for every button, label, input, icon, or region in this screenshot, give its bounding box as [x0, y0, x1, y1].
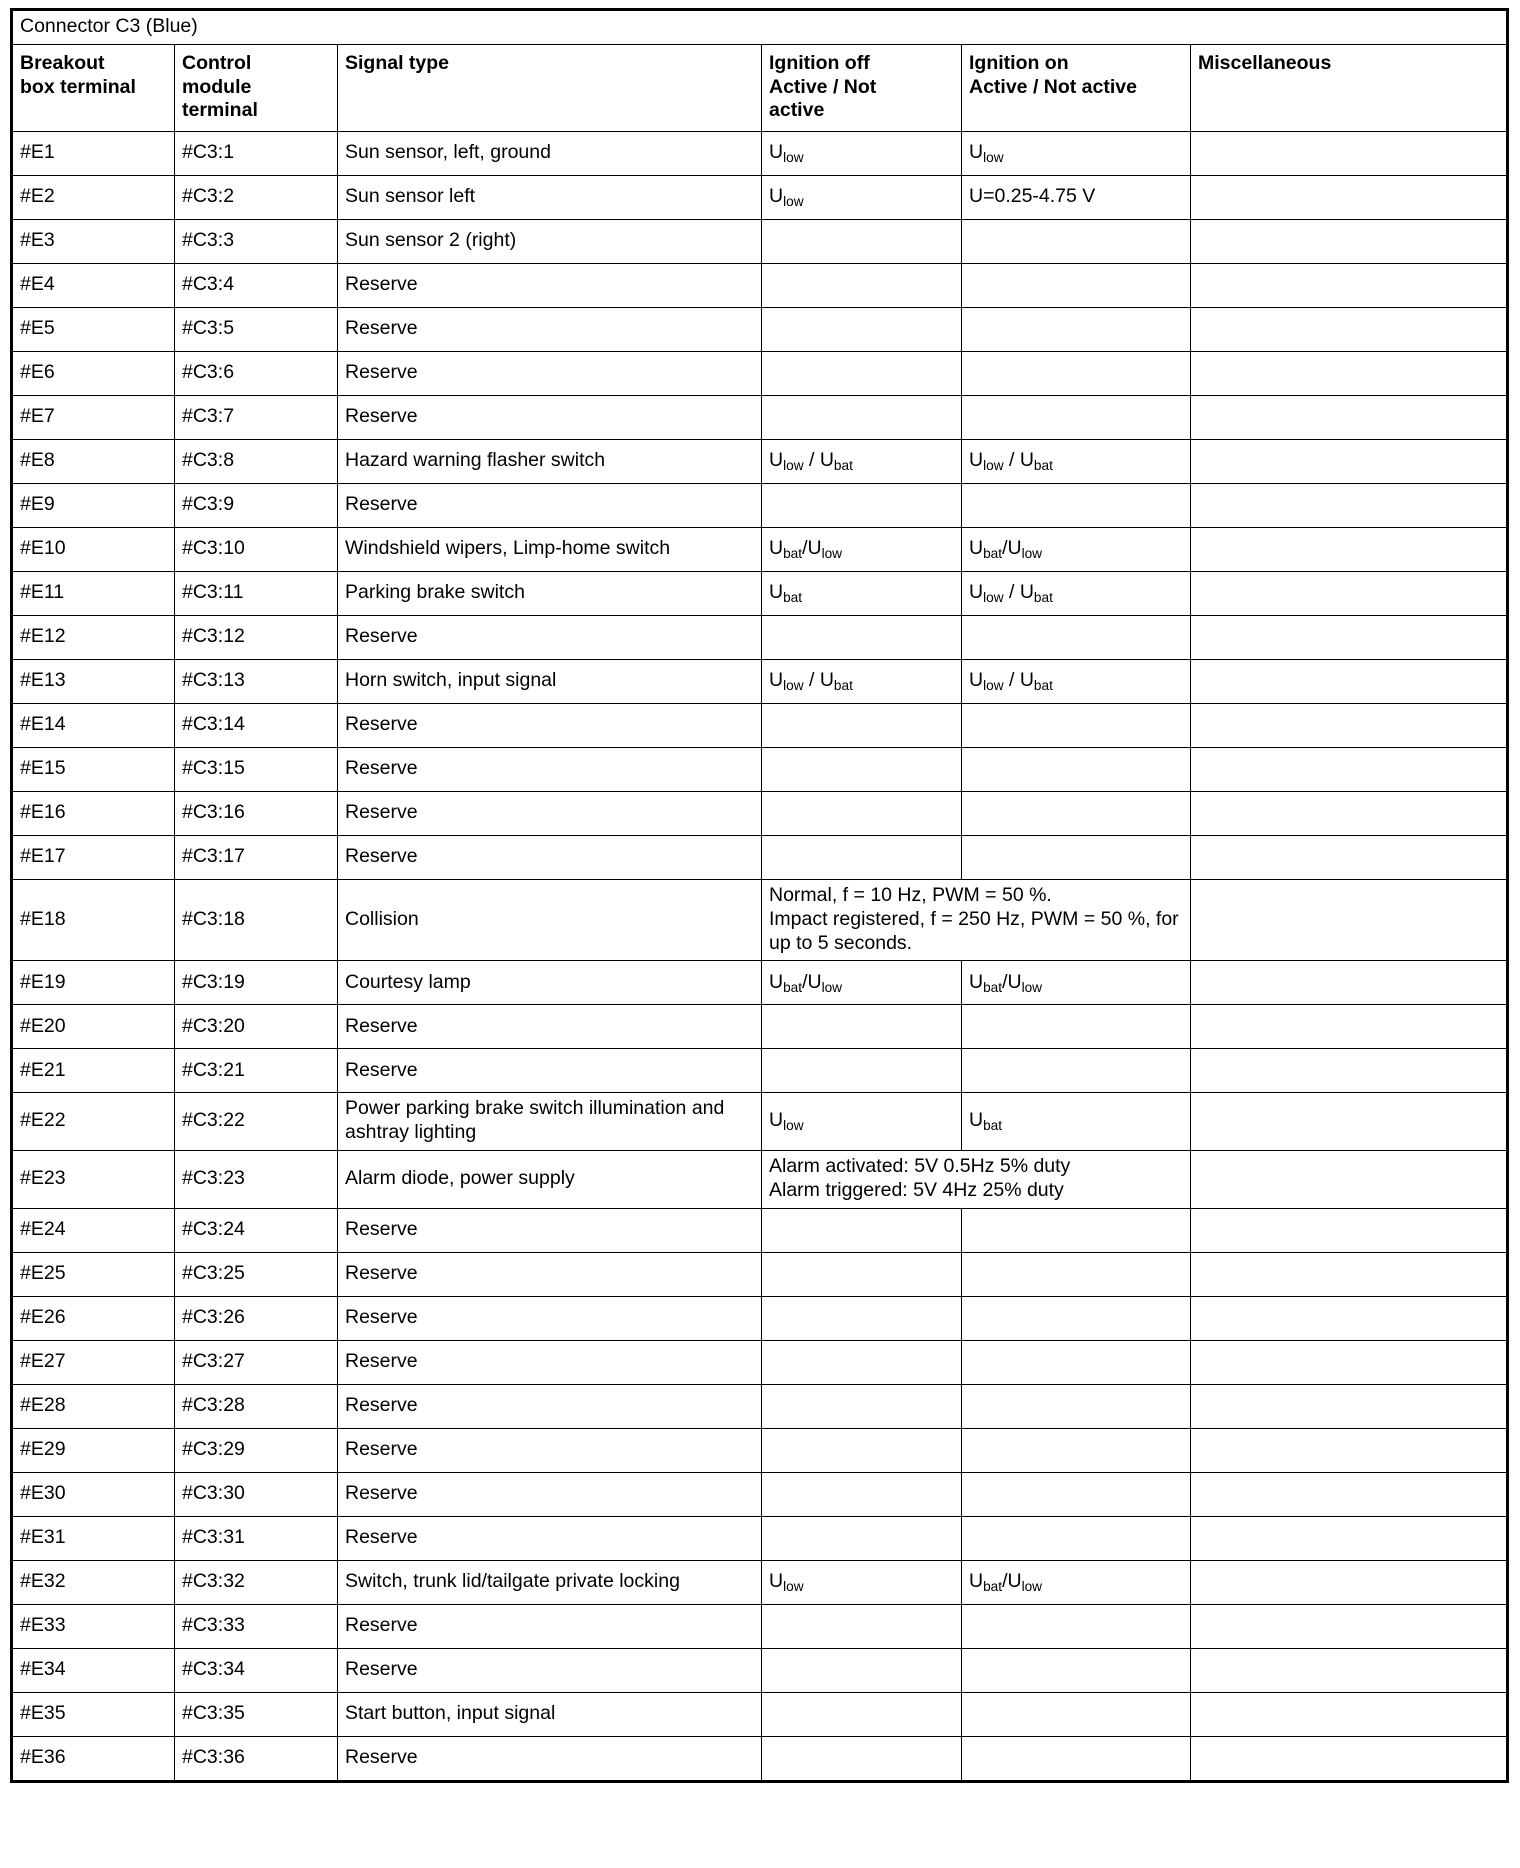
cell-ignition-off: [762, 616, 962, 660]
cell-control-module-terminal: #C3:8: [175, 440, 338, 484]
cell-breakout-box-terminal: #E18: [12, 880, 175, 961]
table-row: [12, 836, 1508, 880]
table-row: [12, 1252, 1508, 1296]
table-row: [12, 1384, 1508, 1428]
cell-signal-type: Reserve: [338, 836, 762, 880]
cell-ignition-off: [762, 836, 962, 880]
table-row: [12, 1428, 1508, 1472]
cell-control-module-terminal: #C3:2: [175, 176, 338, 220]
cell-ignition-off: [762, 1736, 962, 1781]
cell-ignition-on: [962, 1340, 1191, 1384]
table-row: [12, 484, 1508, 528]
table-row: [12, 792, 1508, 836]
cell-signal-type: Reserve: [338, 792, 762, 836]
cell-signal-type: Sun sensor left: [338, 176, 762, 220]
cell-breakout-box-terminal: #E5: [12, 308, 175, 352]
cell-breakout-box-terminal: #E35: [12, 1692, 175, 1736]
cell-miscellaneous: [1191, 1340, 1508, 1384]
cell-signal-type: Reserve: [338, 1428, 762, 1472]
cell-ignition-off: $U_{bat}/U_{low}$: [762, 528, 962, 572]
cell-breakout-box-terminal: #E11: [12, 572, 175, 616]
cell-breakout-box-terminal: #E4: [12, 264, 175, 308]
table-row: [12, 220, 1508, 264]
cell-ignition-on: $U_{low} / U_{bat}$: [962, 572, 1191, 616]
cell-control-module-terminal: #C3:16: [175, 792, 338, 836]
cell-ignition-off: [762, 1252, 962, 1296]
cell-control-module-terminal: #C3:23: [175, 1151, 338, 1209]
cell-signal-type: Reserve: [338, 1648, 762, 1692]
table-row: [12, 1604, 1508, 1648]
cell-control-module-terminal: #C3:15: [175, 748, 338, 792]
cell-signal-type: Reserve: [338, 748, 762, 792]
cell-control-module-terminal: #C3:12: [175, 616, 338, 660]
cell-breakout-box-terminal: #E30: [12, 1472, 175, 1516]
table-row: [12, 704, 1508, 748]
cell-ignition-on: [962, 264, 1191, 308]
cell-breakout-box-terminal: #E3: [12, 220, 175, 264]
cell-miscellaneous: [1191, 1049, 1508, 1093]
cell-ignition-off: $U_{low}$: [762, 1093, 962, 1151]
cell-breakout-box-terminal: #E27: [12, 1340, 175, 1384]
cell-miscellaneous: [1191, 792, 1508, 836]
cell-breakout-box-terminal: #E12: [12, 616, 175, 660]
cell-signal-type: Reserve: [338, 1252, 762, 1296]
cell-ignition-off: [762, 1005, 962, 1049]
cell-ignition-on: $U_{bat}/U_{low}$: [962, 961, 1191, 1005]
cell-miscellaneous: [1191, 704, 1508, 748]
cell-breakout-box-terminal: #E32: [12, 1560, 175, 1604]
cell-signal-type: Reserve: [338, 1384, 762, 1428]
cell-control-module-terminal: #C3:27: [175, 1340, 338, 1384]
cell-breakout-box-terminal: #E1: [12, 132, 175, 176]
cell-control-module-terminal: #C3:1: [175, 132, 338, 176]
table-row: [12, 1560, 1508, 1604]
cell-signal-type: Reserve: [338, 1516, 762, 1560]
table-row: [12, 880, 1508, 961]
cell-ignition-off: [762, 1516, 962, 1560]
cell-control-module-terminal: #C3:20: [175, 1005, 338, 1049]
cell-miscellaneous: [1191, 748, 1508, 792]
table-row: [12, 1208, 1508, 1252]
cell-miscellaneous: [1191, 1005, 1508, 1049]
cell-signal-type: Reserve: [338, 1472, 762, 1516]
cell-ignition-on: $U_{bat}/U_{low}$: [962, 1560, 1191, 1604]
table-row: [12, 1648, 1508, 1692]
cell-signal-type: Sun sensor 2 (right): [338, 220, 762, 264]
cell-ignition-on: [962, 792, 1191, 836]
cell-signal-type: Reserve: [338, 1340, 762, 1384]
cell-ignition-on: [962, 1736, 1191, 1781]
cell-ignition-on: [962, 1296, 1191, 1340]
cell-signal-type: Start button, input signal: [338, 1692, 762, 1736]
table-row: [12, 1340, 1508, 1384]
cell-ignition-on: [962, 1208, 1191, 1252]
cell-miscellaneous: [1191, 1384, 1508, 1428]
cell-ignition-on: U=0.25-4.75 V: [962, 176, 1191, 220]
cell-signal-type: Windshield wipers, Limp-home switch: [338, 528, 762, 572]
cell-control-module-terminal: #C3:31: [175, 1516, 338, 1560]
cell-breakout-box-terminal: #E2: [12, 176, 175, 220]
cell-ignition-off: [762, 1428, 962, 1472]
cell-control-module-terminal: #C3:17: [175, 836, 338, 880]
cell-ignition-on: [962, 616, 1191, 660]
cell-ignition-on: [962, 220, 1191, 264]
cell-ignition-off: [762, 1208, 962, 1252]
cell-signal-type: Hazard warning flasher switch: [338, 440, 762, 484]
cell-ignition-on: [962, 836, 1191, 880]
cell-ignition-off: [762, 704, 962, 748]
cell-ignition-on: $U_{bat}$: [962, 1093, 1191, 1151]
cell-control-module-terminal: #C3:14: [175, 704, 338, 748]
cell-breakout-box-terminal: #E19: [12, 961, 175, 1005]
cell-ignition-on: [962, 1516, 1191, 1560]
cell-control-module-terminal: #C3:13: [175, 660, 338, 704]
cell-ignition-off: [762, 1296, 962, 1340]
table-row: [12, 396, 1508, 440]
table-row: [12, 264, 1508, 308]
cell-breakout-box-terminal: #E24: [12, 1208, 175, 1252]
cell-ignition-on: [962, 1005, 1191, 1049]
cell-ignition-on: [962, 1604, 1191, 1648]
cell-ignition-off: $U_{low}$: [762, 132, 962, 176]
cell-ignition-off: [762, 220, 962, 264]
cell-ignition-on: [962, 484, 1191, 528]
cell-miscellaneous: [1191, 1093, 1508, 1151]
cell-control-module-terminal: #C3:18: [175, 880, 338, 961]
cell-control-module-terminal: #C3:32: [175, 1560, 338, 1604]
cell-miscellaneous: [1191, 660, 1508, 704]
cell-ignition-off: $U_{low} / U_{bat}$: [762, 440, 962, 484]
cell-signal-type: Switch, trunk lid/tailgate private locking: [338, 1560, 762, 1604]
cell-miscellaneous: [1191, 1208, 1508, 1252]
cell-ignition-off: [762, 748, 962, 792]
cell-signal-type: Reserve: [338, 1296, 762, 1340]
table-row: [12, 961, 1508, 1005]
table-row: [12, 748, 1508, 792]
cell-control-module-terminal: #C3:25: [175, 1252, 338, 1296]
table-header-row: [12, 44, 1508, 131]
table-row: [12, 1516, 1508, 1560]
cell-ignition-states-combined: Normal, f = 10 Hz, PWM = 50 %. Impact registered, f = 250 Hz, PWM = 50 %, for up to 5 seconds.: [762, 880, 1191, 961]
cell-signal-type: Parking brake switch: [338, 572, 762, 616]
cell-miscellaneous: [1191, 961, 1508, 1005]
cell-miscellaneous: [1191, 1692, 1508, 1736]
cell-control-module-terminal: #C3:9: [175, 484, 338, 528]
cell-ignition-off: [762, 1049, 962, 1093]
cell-control-module-terminal: #C3:19: [175, 961, 338, 1005]
column-header-miscellaneous: Miscellaneous: [1191, 44, 1508, 131]
cell-signal-type: Reserve: [338, 616, 762, 660]
cell-ignition-off: $U_{low} / U_{bat}$: [762, 660, 962, 704]
cell-signal-type: Collision: [338, 880, 762, 961]
cell-miscellaneous: [1191, 528, 1508, 572]
cell-control-module-terminal: #C3:24: [175, 1208, 338, 1252]
cell-ignition-off: [762, 1384, 962, 1428]
cell-ignition-on: $U_{low} / U_{bat}$: [962, 660, 1191, 704]
cell-ignition-off: [762, 1472, 962, 1516]
cell-ignition-states-combined: Alarm activated: 5V 0.5Hz 5% duty Alarm triggered: 5V 4Hz 25% duty: [762, 1151, 1191, 1209]
table-row: [12, 1005, 1508, 1049]
cell-breakout-box-terminal: #E29: [12, 1428, 175, 1472]
table-row: [12, 572, 1508, 616]
cell-control-module-terminal: #C3:33: [175, 1604, 338, 1648]
column-header-control-module-terminal: Control module terminal: [175, 44, 338, 131]
cell-ignition-off: $U_{low}$: [762, 176, 962, 220]
table-row: [12, 176, 1508, 220]
cell-breakout-box-terminal: #E26: [12, 1296, 175, 1340]
cell-ignition-off: $U_{bat}$: [762, 572, 962, 616]
cell-control-module-terminal: #C3:11: [175, 572, 338, 616]
cell-control-module-terminal: #C3:7: [175, 396, 338, 440]
cell-control-module-terminal: #C3:5: [175, 308, 338, 352]
cell-miscellaneous: [1191, 1648, 1508, 1692]
cell-breakout-box-terminal: #E23: [12, 1151, 175, 1209]
cell-signal-type: Sun sensor, left, ground: [338, 132, 762, 176]
cell-ignition-on: [962, 704, 1191, 748]
connector-pinout-table: [10, 8, 1509, 1783]
cell-control-module-terminal: #C3:29: [175, 1428, 338, 1472]
cell-miscellaneous: [1191, 352, 1508, 396]
cell-ignition-off: [762, 792, 962, 836]
table-row: [12, 660, 1508, 704]
cell-ignition-off: [762, 396, 962, 440]
cell-miscellaneous: [1191, 176, 1508, 220]
cell-breakout-box-terminal: #E33: [12, 1604, 175, 1648]
cell-miscellaneous: [1191, 220, 1508, 264]
cell-miscellaneous: [1191, 880, 1508, 961]
cell-ignition-on: [962, 1428, 1191, 1472]
cell-ignition-off: [762, 1604, 962, 1648]
cell-breakout-box-terminal: #E10: [12, 528, 175, 572]
cell-breakout-box-terminal: #E21: [12, 1049, 175, 1093]
cell-ignition-off: [762, 1692, 962, 1736]
cell-control-module-terminal: #C3:10: [175, 528, 338, 572]
cell-ignition-on: [962, 396, 1191, 440]
cell-signal-type: Courtesy lamp: [338, 961, 762, 1005]
cell-signal-type: Reserve: [338, 1604, 762, 1648]
cell-miscellaneous: [1191, 1428, 1508, 1472]
cell-control-module-terminal: #C3:28: [175, 1384, 338, 1428]
table-row: [12, 308, 1508, 352]
cell-miscellaneous: [1191, 308, 1508, 352]
cell-signal-type: Reserve: [338, 352, 762, 396]
cell-miscellaneous: [1191, 1151, 1508, 1209]
cell-control-module-terminal: #C3:6: [175, 352, 338, 396]
cell-ignition-off: [762, 484, 962, 528]
cell-control-module-terminal: #C3:30: [175, 1472, 338, 1516]
cell-miscellaneous: [1191, 396, 1508, 440]
cell-ignition-off: [762, 1340, 962, 1384]
cell-ignition-on: [962, 748, 1191, 792]
cell-breakout-box-terminal: #E16: [12, 792, 175, 836]
cell-control-module-terminal: #C3:34: [175, 1648, 338, 1692]
cell-ignition-on: [962, 352, 1191, 396]
table-row: [12, 1736, 1508, 1781]
cell-miscellaneous: [1191, 1560, 1508, 1604]
cell-breakout-box-terminal: #E14: [12, 704, 175, 748]
table-row: [12, 1049, 1508, 1093]
cell-signal-type: Reserve: [338, 1208, 762, 1252]
cell-miscellaneous: [1191, 836, 1508, 880]
cell-control-module-terminal: #C3:22: [175, 1093, 338, 1151]
cell-signal-type: Reserve: [338, 396, 762, 440]
cell-signal-type: Reserve: [338, 1049, 762, 1093]
cell-control-module-terminal: #C3:3: [175, 220, 338, 264]
cell-signal-type: Reserve: [338, 264, 762, 308]
table-row: [12, 1151, 1508, 1209]
table-row: [12, 1296, 1508, 1340]
cell-breakout-box-terminal: #E31: [12, 1516, 175, 1560]
cell-signal-type: Alarm diode, power supply: [338, 1151, 762, 1209]
cell-miscellaneous: [1191, 484, 1508, 528]
table-head: [12, 10, 1508, 132]
table-body: [12, 132, 1508, 1781]
column-header-ignition-off: Ignition off Active / Not active: [762, 44, 962, 131]
cell-breakout-box-terminal: #E8: [12, 440, 175, 484]
cell-ignition-off: [762, 308, 962, 352]
cell-control-module-terminal: #C3:4: [175, 264, 338, 308]
cell-ignition-off: [762, 352, 962, 396]
cell-signal-type: Reserve: [338, 484, 762, 528]
cell-ignition-off: $U_{bat}/U_{low}$: [762, 961, 962, 1005]
column-header-breakout-box-terminal: Breakout box terminal: [12, 44, 175, 131]
cell-breakout-box-terminal: #E34: [12, 1648, 175, 1692]
cell-miscellaneous: [1191, 132, 1508, 176]
cell-breakout-box-terminal: #E22: [12, 1093, 175, 1151]
cell-breakout-box-terminal: #E28: [12, 1384, 175, 1428]
cell-breakout-box-terminal: #E36: [12, 1736, 175, 1781]
table-row: [12, 616, 1508, 660]
cell-miscellaneous: [1191, 1472, 1508, 1516]
table-row: [12, 528, 1508, 572]
table-row: [12, 1692, 1508, 1736]
table-title: Connector C3 (Blue): [12, 10, 1508, 45]
cell-breakout-box-terminal: #E15: [12, 748, 175, 792]
cell-breakout-box-terminal: #E20: [12, 1005, 175, 1049]
cell-signal-type: Reserve: [338, 1005, 762, 1049]
cell-signal-type: Reserve: [338, 308, 762, 352]
table-row: [12, 132, 1508, 176]
column-header-ignition-on: Ignition on Active / Not active: [962, 44, 1191, 131]
cell-control-module-terminal: #C3:36: [175, 1736, 338, 1781]
cell-control-module-terminal: #C3:26: [175, 1296, 338, 1340]
column-header-signal-type: Signal type: [338, 44, 762, 131]
cell-control-module-terminal: #C3:35: [175, 1692, 338, 1736]
cell-miscellaneous: [1191, 1296, 1508, 1340]
cell-ignition-off: $U_{low}$: [762, 1560, 962, 1604]
cell-ignition-on: $U_{bat}/U_{low}$: [962, 528, 1191, 572]
cell-miscellaneous: [1191, 440, 1508, 484]
cell-signal-type: Reserve: [338, 704, 762, 748]
cell-ignition-on: [962, 308, 1191, 352]
cell-ignition-on: $U_{low}$: [962, 132, 1191, 176]
table-row: [12, 1472, 1508, 1516]
cell-ignition-on: [962, 1252, 1191, 1296]
cell-miscellaneous: [1191, 1604, 1508, 1648]
cell-miscellaneous: [1191, 1736, 1508, 1781]
cell-ignition-on: [962, 1384, 1191, 1428]
cell-miscellaneous: [1191, 264, 1508, 308]
cell-breakout-box-terminal: #E25: [12, 1252, 175, 1296]
cell-miscellaneous: [1191, 616, 1508, 660]
cell-ignition-on: [962, 1692, 1191, 1736]
cell-ignition-on: $U_{low} / U_{bat}$: [962, 440, 1191, 484]
cell-breakout-box-terminal: #E13: [12, 660, 175, 704]
cell-breakout-box-terminal: #E7: [12, 396, 175, 440]
cell-breakout-box-terminal: #E17: [12, 836, 175, 880]
cell-ignition-on: [962, 1472, 1191, 1516]
cell-control-module-terminal: #C3:21: [175, 1049, 338, 1093]
cell-ignition-off: [762, 264, 962, 308]
cell-breakout-box-terminal: #E6: [12, 352, 175, 396]
cell-miscellaneous: [1191, 572, 1508, 616]
cell-ignition-off: [762, 1648, 962, 1692]
table-title-row: [12, 10, 1508, 45]
cell-miscellaneous: [1191, 1252, 1508, 1296]
cell-ignition-on: [962, 1049, 1191, 1093]
table-row: [12, 352, 1508, 396]
cell-breakout-box-terminal: #E9: [12, 484, 175, 528]
table-row: [12, 440, 1508, 484]
cell-signal-type: Reserve: [338, 1736, 762, 1781]
table-row: [12, 1093, 1508, 1151]
cell-signal-type: Horn switch, input signal: [338, 660, 762, 704]
cell-signal-type: Power parking brake switch illumination and ashtray lighting: [338, 1093, 762, 1151]
cell-ignition-on: [962, 1648, 1191, 1692]
cell-miscellaneous: [1191, 1516, 1508, 1560]
